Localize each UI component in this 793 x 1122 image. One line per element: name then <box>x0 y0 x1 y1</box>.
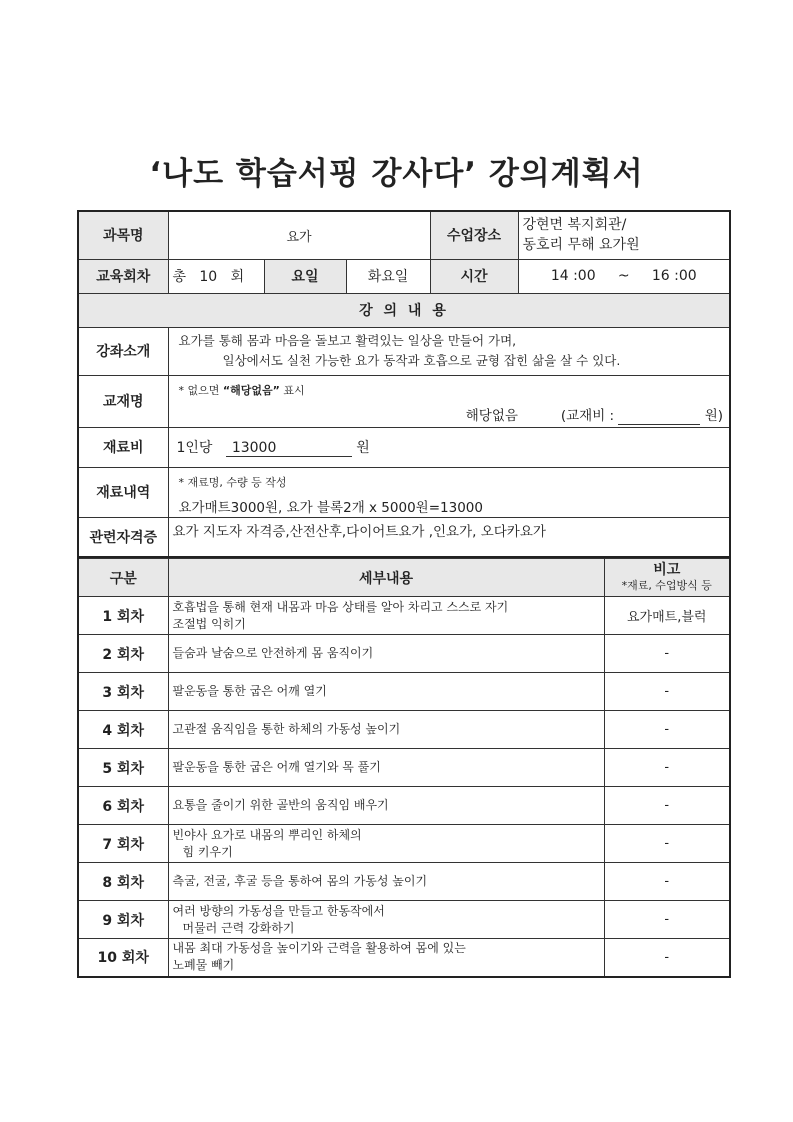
certificates-row <box>78 517 730 557</box>
session-label: 9 회차 <box>78 901 168 939</box>
session-label: 2 회차 <box>78 635 168 673</box>
session-detail <box>168 635 604 673</box>
col-session-header: 구분 <box>78 559 168 597</box>
day-value: 화요일 <box>346 259 430 293</box>
material-cost-per: 1인당 <box>176 440 213 456</box>
session-detail-line1: 빈야사 요가로 내몸의 뿌리인 하체의 <box>172 827 362 842</box>
schedule-row <box>78 787 730 825</box>
material-cost-amount: 13000 <box>226 440 352 457</box>
session-label: 1 회차 <box>78 597 168 635</box>
session-note: - <box>604 673 730 711</box>
session-detail <box>168 863 604 901</box>
page-title: ‘나도 학습서핑 강사다’ 강의계획서 <box>149 156 644 192</box>
content-header: 강 의 내 용 <box>78 293 730 327</box>
schedule-row <box>78 825 730 863</box>
material-cost-label: 재료비 <box>78 427 168 467</box>
session-detail <box>168 711 604 749</box>
schedule-row <box>78 711 730 749</box>
time-end: 16 :00 <box>651 268 697 284</box>
sessions-row <box>78 259 730 293</box>
time-value <box>518 259 730 293</box>
schedule-row <box>78 863 730 901</box>
session-note: - <box>604 825 730 863</box>
sessions-unit: 회 <box>230 269 245 285</box>
material-cost-value <box>168 427 730 467</box>
textbook-label: 교재명 <box>78 375 168 427</box>
session-label: 3 회차 <box>78 673 168 711</box>
session-detail <box>168 787 604 825</box>
session-note: 요가매트,블럭 <box>604 597 730 635</box>
session-detail <box>168 901 604 939</box>
session-detail <box>168 939 604 977</box>
sessions-value <box>168 259 264 293</box>
intro-row <box>78 327 730 375</box>
schedule-row <box>78 901 730 939</box>
session-detail-line1: 요통을 줄이기 위한 골반의 움직임 배우기 <box>172 798 389 812</box>
intro-value <box>168 327 730 375</box>
time-separator: ~ <box>617 268 630 284</box>
subject-value: 요가 <box>168 211 430 259</box>
material-detail-hint: * 재료명, 수량 등 작성 <box>178 475 287 489</box>
sessions-count: 10 <box>199 269 218 285</box>
place-label: 수업장소 <box>430 211 518 259</box>
col-note-header <box>604 559 730 597</box>
material-detail-value-cell <box>168 467 730 517</box>
session-detail-line2: 조절법 익히기 <box>172 616 246 631</box>
textbook-cost-blank <box>618 408 700 425</box>
session-detail-line1: 들숨과 날숨으로 안전하게 몸 움직이기 <box>172 646 374 660</box>
material-detail-label: 재료내역 <box>78 467 168 517</box>
place-value <box>518 211 730 259</box>
session-note: - <box>604 787 730 825</box>
time-start: 14 :00 <box>550 268 596 284</box>
lecture-plan-form <box>77 210 729 978</box>
certificates-value: 요가 지도자 자격증,산전산후,다이어트요가 ,인요가, 오다카요가 <box>168 517 730 557</box>
textbook-hint <box>173 382 726 398</box>
session-detail <box>168 673 604 711</box>
material-cost-unit: 원 <box>356 440 370 456</box>
session-label: 4 회차 <box>78 711 168 749</box>
info-table <box>77 210 731 558</box>
session-note: - <box>604 863 730 901</box>
certificates-label: 관련자격증 <box>78 517 168 557</box>
textbook-cost-label: (교재비 : <box>560 407 615 424</box>
session-label: 5 회차 <box>78 749 168 787</box>
session-label: 8 회차 <box>78 863 168 901</box>
schedule-row <box>78 939 730 977</box>
intro-label: 강좌소개 <box>78 327 168 375</box>
session-detail-line1: 내몸 최대 가동성을 높이기와 근력을 활용하여 몸에 있는 <box>172 941 466 956</box>
schedule-header-row <box>78 559 730 597</box>
place-line2: 동호리 무해 요가원 <box>522 237 640 254</box>
session-detail-line1: 호흡법을 통해 현재 내몸과 마음 상태를 알아 차리고 스스로 자기 <box>172 599 509 614</box>
textbook-hint-suffix: 표시 <box>283 383 305 397</box>
textbook-hint-prefix: * 없으면 <box>178 383 220 397</box>
material-detail-row <box>78 467 730 517</box>
content-header-row <box>78 293 730 327</box>
session-detail-line2: 머물러 근력 강화하기 <box>182 920 295 935</box>
session-detail-line1: 팔운동을 통한 굽은 어깨 열기 <box>172 684 327 698</box>
schedule-row <box>78 749 730 787</box>
intro-line2: 일상에서도 실천 가능한 요가 동작과 호흡으로 균형 잡힌 삶을 살 수 있다. <box>222 353 621 368</box>
material-detail-value: 요가매트3000원, 요가 블록2개 x 5000원=13000 <box>178 499 483 516</box>
schedule-row <box>78 635 730 673</box>
subject-label: 과목명 <box>78 211 168 259</box>
place-line1: 강현면 복지회관/ <box>522 217 627 234</box>
session-note: - <box>604 901 730 939</box>
session-detail <box>168 749 604 787</box>
session-detail <box>168 597 604 635</box>
day-label: 요일 <box>264 259 346 293</box>
textbook-line <box>173 404 726 425</box>
intro-line1: 요가를 통해 몸과 마음을 돌보고 활력있는 일상을 만들어 가며, <box>178 333 517 348</box>
session-detail <box>168 825 604 863</box>
schedule-body <box>78 597 730 977</box>
session-note: - <box>604 711 730 749</box>
textbook-value-cell <box>168 375 730 427</box>
subject-row <box>78 211 730 259</box>
session-detail-line2: 힘 키우기 <box>182 844 233 859</box>
session-detail-line2: 노폐물 빼기 <box>172 958 235 973</box>
schedule-table <box>77 558 731 978</box>
session-label: 6 회차 <box>78 787 168 825</box>
material-cost-row <box>78 427 730 467</box>
session-label: 10 회차 <box>78 939 168 977</box>
session-detail-line1: 여러 방향의 가동성을 만들고 한동작에서 <box>172 903 385 918</box>
textbook-hint-bold: “해당없음” <box>222 383 280 397</box>
sessions-prefix: 총 <box>172 269 187 285</box>
textbook-row <box>78 375 730 427</box>
session-detail-line1: 측굴, 전굴, 후굴 등을 통하여 몸의 가동성 높이기 <box>172 874 428 888</box>
textbook-cost-unit: 원) <box>704 407 723 424</box>
session-note: - <box>604 749 730 787</box>
session-note: - <box>604 939 730 977</box>
schedule-row <box>78 673 730 711</box>
textbook-value: 해당없음 <box>465 407 518 424</box>
session-detail-line1: 고관절 움직임을 통한 하체의 가동성 높이기 <box>172 722 401 736</box>
session-detail-line1: 팔운동을 통한 굽은 어깨 열기와 목 풀기 <box>172 760 381 774</box>
session-label: 7 회차 <box>78 825 168 863</box>
sessions-label: 교육회차 <box>78 259 168 293</box>
col-note-title: 비고 <box>653 561 681 578</box>
schedule-row <box>78 597 730 635</box>
col-note-sub: *재료, 수업방식 등 <box>621 578 712 592</box>
session-note: - <box>604 635 730 673</box>
col-detail-header: 세부내용 <box>168 559 604 597</box>
time-label: 시간 <box>430 259 518 293</box>
